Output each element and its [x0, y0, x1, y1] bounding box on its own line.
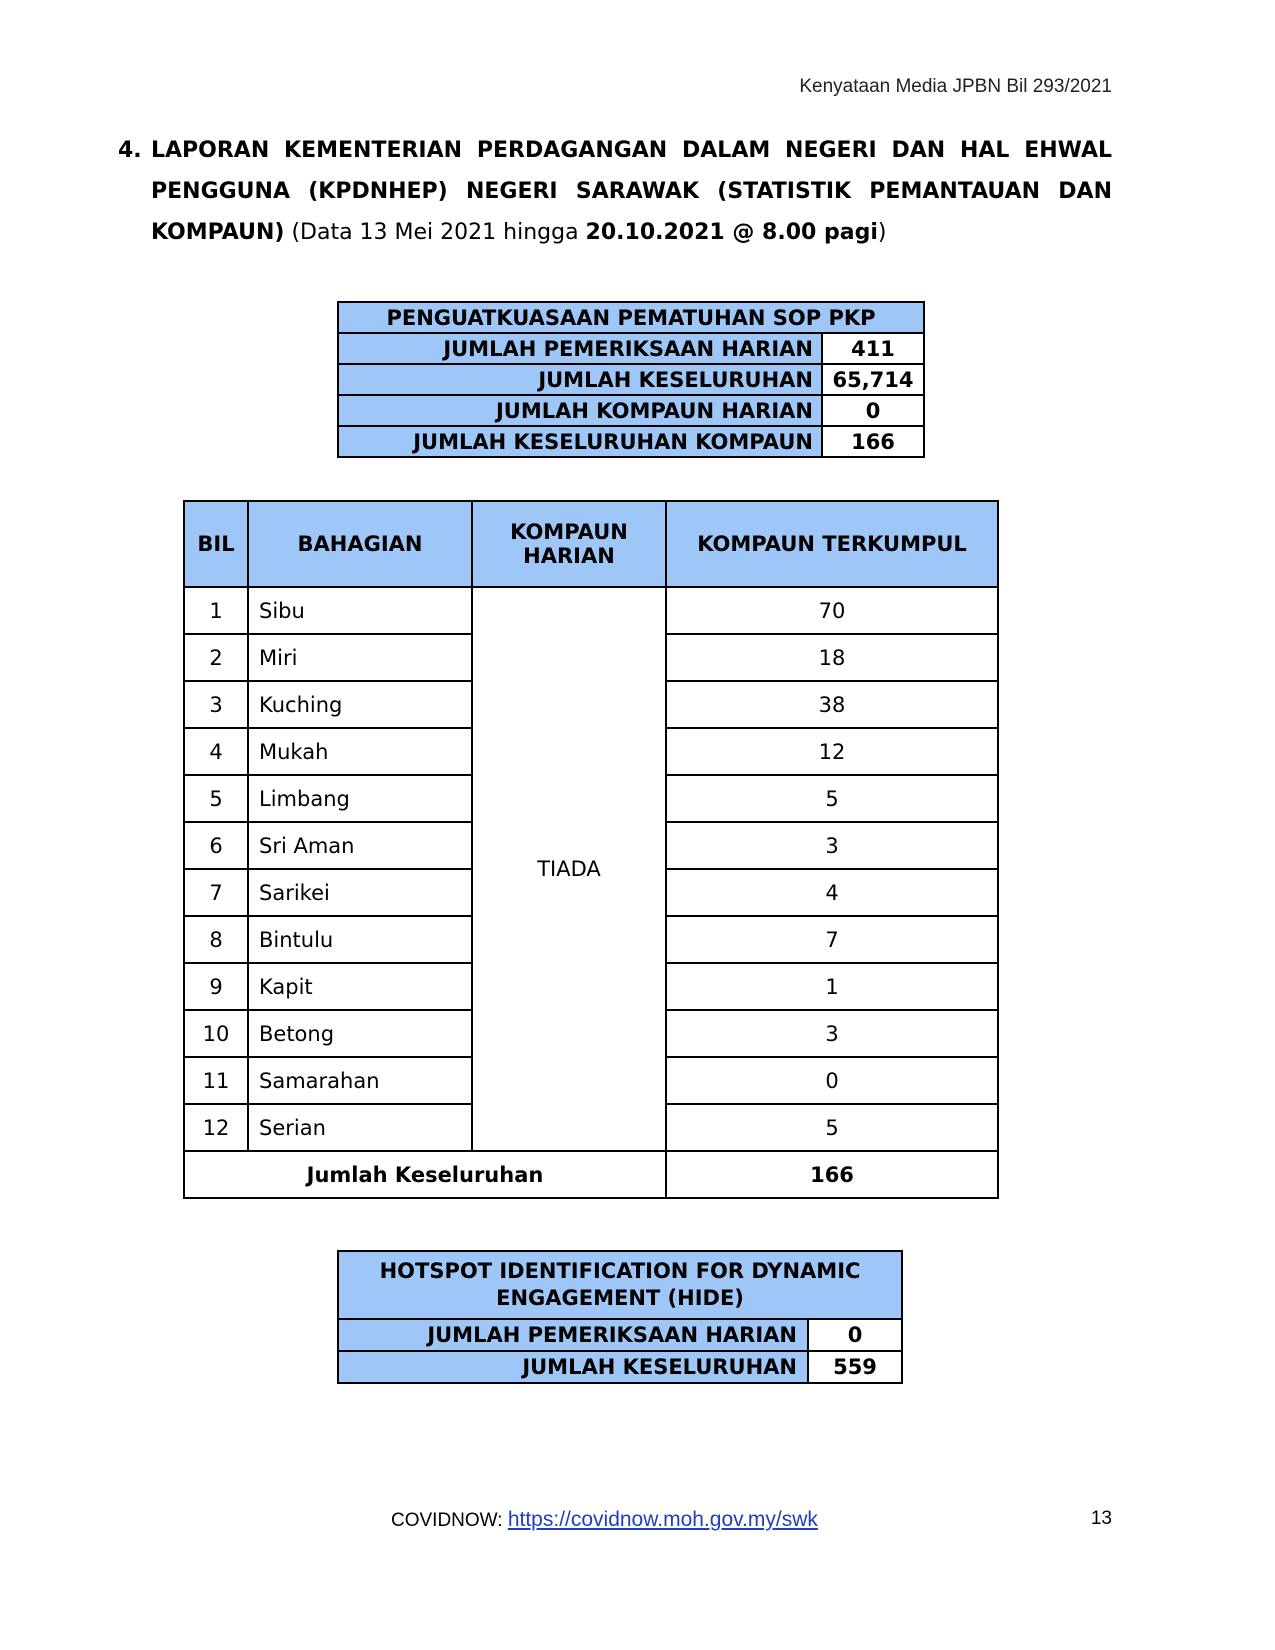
table-row: [338, 1351, 902, 1383]
row-terkumpul: 38: [666, 681, 998, 728]
division-compound-table: [183, 500, 999, 1199]
table-row: [184, 587, 998, 634]
row-terkumpul: 12: [666, 728, 998, 775]
row-terkumpul: 4: [666, 869, 998, 916]
row-terkumpul: 0: [666, 1057, 998, 1104]
footer: [391, 1508, 818, 1532]
hide-table: [337, 1250, 903, 1384]
table-row: [338, 1319, 902, 1351]
row-bil: 6: [184, 822, 248, 869]
table-header-row: [184, 501, 998, 587]
row-bil: 2: [184, 634, 248, 681]
row-bil: 10: [184, 1010, 248, 1057]
hide-table-title: HOTSPOT IDENTIFICATION FOR DYNAMIC ENGAGEMENT (HIDE): [338, 1251, 902, 1319]
row-bahagian: Serian: [248, 1104, 472, 1151]
row-terkumpul: 7: [666, 916, 998, 963]
row-terkumpul: 1: [666, 963, 998, 1010]
row-label: JUMLAH PEMERIKSAAN HARIAN: [338, 333, 822, 364]
row-bahagian: Bintulu: [248, 916, 472, 963]
row-bahagian: Limbang: [248, 775, 472, 822]
section-heading: [118, 130, 1112, 253]
row-bahagian: Kapit: [248, 963, 472, 1010]
row-bil: 5: [184, 775, 248, 822]
data-range-prefix: (Data 13 Mei 2021 hingga: [284, 220, 586, 245]
header-bahagian: BAHAGIAN: [248, 501, 472, 587]
row-label: JUMLAH KOMPAUN HARIAN: [338, 395, 822, 426]
row-value: 0: [822, 395, 924, 426]
header-kompaun-harian: KOMPAUN HARIAN: [472, 501, 666, 587]
data-range-suffix: ): [877, 220, 887, 245]
kompaun-harian-value: TIADA: [472, 587, 666, 1151]
table-total-row: [184, 1151, 998, 1198]
row-bil: 1: [184, 587, 248, 634]
table-row: [338, 395, 924, 426]
row-bil: 8: [184, 916, 248, 963]
row-bahagian: Samarahan: [248, 1057, 472, 1104]
page-number: 13: [1090, 1508, 1112, 1529]
row-value: 166: [822, 426, 924, 457]
row-bahagian: Miri: [248, 634, 472, 681]
row-terkumpul: 5: [666, 1104, 998, 1151]
header-kompaun-terkumpul: KOMPAUN TERKUMPUL: [666, 501, 998, 587]
row-bil: 3: [184, 681, 248, 728]
row-label: JUMLAH KESELURUHAN: [338, 364, 822, 395]
row-label: JUMLAH KESELURUHAN: [338, 1351, 808, 1383]
covidnow-link[interactable]: https://covidnow.moh.gov.my/swk: [507, 1508, 818, 1531]
data-range-date: 20.10.2021 @ 8.00 pagi: [585, 220, 878, 245]
row-label: JUMLAH KESELURUHAN KOMPAUN: [338, 426, 822, 457]
row-value: 65,714: [822, 364, 924, 395]
row-bahagian: Sarikei: [248, 869, 472, 916]
row-bahagian: Sri Aman: [248, 822, 472, 869]
row-bahagian: Betong: [248, 1010, 472, 1057]
row-bil: 4: [184, 728, 248, 775]
table-row: [338, 426, 924, 457]
row-value: 411: [822, 333, 924, 364]
row-value: 559: [808, 1351, 902, 1383]
document-reference: Kenyataan Media JPBN Bil 293/2021: [799, 76, 1112, 97]
row-bahagian: Sibu: [248, 587, 472, 634]
row-bil: 9: [184, 963, 248, 1010]
header-bil: BIL: [184, 501, 248, 587]
row-bahagian: Kuching: [248, 681, 472, 728]
row-terkumpul: 3: [666, 822, 998, 869]
row-label: JUMLAH PEMERIKSAAN HARIAN: [338, 1319, 808, 1351]
row-bil: 7: [184, 869, 248, 916]
sop-enforcement-table: [337, 301, 925, 458]
section-number: 4.: [118, 138, 142, 163]
section-body: [151, 130, 1112, 253]
table-row: [338, 333, 924, 364]
total-value: 166: [666, 1151, 998, 1198]
sop-table-title: PENGUATKUASAAN PEMATUHAN SOP PKP: [338, 302, 924, 333]
row-bil: 12: [184, 1104, 248, 1151]
row-bil: 11: [184, 1057, 248, 1104]
row-bahagian: Mukah: [248, 728, 472, 775]
row-terkumpul: 70: [666, 587, 998, 634]
footer-prefix: COVIDNOW:: [391, 1510, 508, 1531]
row-terkumpul: 18: [666, 634, 998, 681]
table-row: [338, 364, 924, 395]
row-terkumpul: 3: [666, 1010, 998, 1057]
section-title: LAPORAN KEMENTERIAN PERDAGANGAN DALAM NEGERI DAN HAL EHWAL PENGGUNA (KPDNHEP) NEGERI SARAWAK (STATISTIK PEMANTAUAN DAN KOMPAUN): [151, 138, 1112, 245]
row-terkumpul: 5: [666, 775, 998, 822]
total-label: Jumlah Keseluruhan: [184, 1151, 666, 1198]
row-value: 0: [808, 1319, 902, 1351]
